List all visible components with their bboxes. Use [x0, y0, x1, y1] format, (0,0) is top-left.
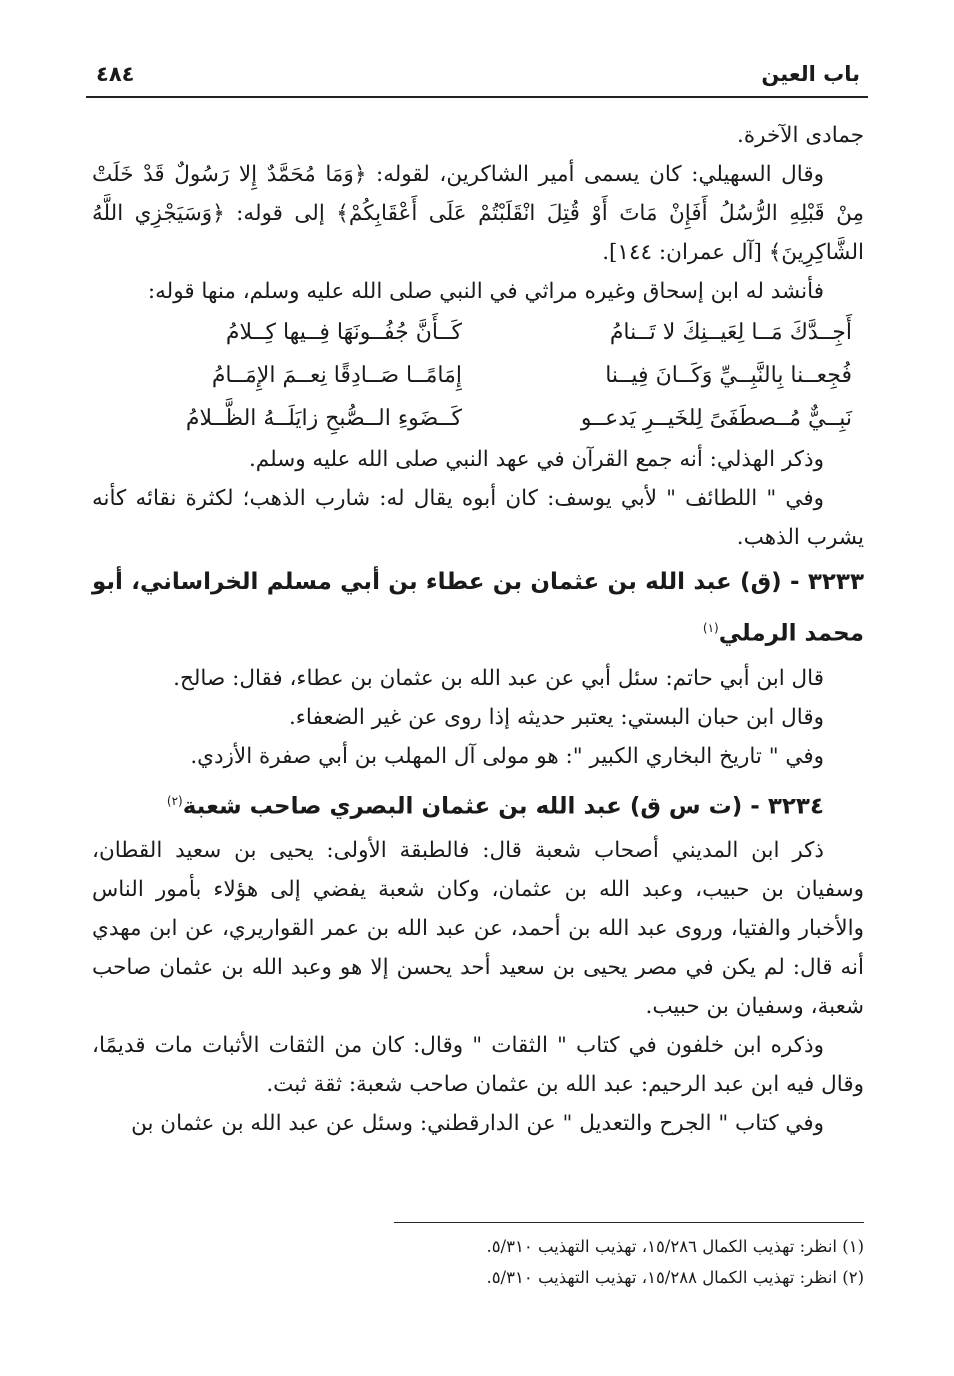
verse-second-hemistich: كَــأَنَّ جُفُــونَهَا فِــيها كِــلامُ [225, 320, 462, 345]
poem-verse [92, 397, 864, 440]
poem-verse [92, 354, 864, 397]
poem-verse [92, 311, 864, 354]
running-title: باب العين [761, 62, 860, 86]
paragraph: وذكره ابن خلفون في كتاب " الثقات " وقال: كان من الثقات الأثبات مات قديمًا، وقال فيه ابن عبد الرحيم: عبد الله بن عثمان صاحب شعبة: ثقة ثبت. [92, 1033, 864, 1098]
paragraph: وقال السهيلي: كان يسمى أمير الشاكرين، لقوله: ﴿وَمَا مُحَمَّدٌ إِلا رَسُولٌ قَدْ خَلَتْ مِنْ قَبْلِهِ الرُّسُلُ أَفَإِنْ مَاتَ أَوْ قُتِلَ انْقَلَبْتُمْ عَلَى أَعْقَابِكُمْ﴾ إلى قوله: ﴿وَسَيَجْزِي اللَّهُ الشَّاكِرِينَ﴾ [آل عمران: ١٤٤]. [92, 162, 864, 265]
paragraph: جمادى الآخرة. [737, 123, 864, 148]
page-number: ٤٨٤ [96, 62, 135, 86]
paragraph: ذكر ابن المديني أصحاب شعبة قال: فالطبقة الأولى: يحيى بن سعيد القطان، وسفيان بن حبيب، وعبد الله بن عثمان، وكان شعبة يفضي إلى هؤلاء بأمور الناس والأخبار والفتيا، وروى عبد الله بن أحمد، عن عبد الله بن عمر القواريري، عن ابن مهدي أنه قال: لم يكن في مصر يحيى بن سعيد أحد يحسن إلا هو وعبد الله بن عثمان صاحب شعبة، وسفيان بن حبيب. [92, 838, 864, 1020]
paragraph: وفي " تاريخ البخاري الكبير ": هو مولى آل المهلب بن أبي صفرة الأزدي. [190, 743, 824, 769]
verse-first-hemistich: نَبِــيٌّ مُــصطَفَىً لِلخَيــرِ يَدعــو [580, 406, 852, 431]
footnote-reference: (٢) [166, 793, 183, 808]
footnote-divider [394, 1222, 864, 1223]
footnote-reference: (١) [702, 621, 719, 635]
main-text [92, 116, 864, 1143]
paragraph: وذكر الهذلي: أنه جمع القرآن في عهد النبي صلى الله عليه وسلم. [248, 447, 824, 472]
entry-heading-text: ٣٢٣٣ - (ق) عبد الله بن عثمان بن عطاء بن أبي مسلم الخراساني، أبو محمد الرملي [92, 569, 864, 647]
paragraph: قال ابن أبي حاتم: سئل أبي عن عبد الله بن عثمان بن عطاء، فقال: صالح. [173, 665, 824, 691]
paragraph: وقال ابن حبان البستي: يعتبر حديثه إذا روى عن غير الضعفاء. [288, 704, 824, 730]
verse-first-hemistich: فُجِعــنا بِالنَّبِــيِّ وَكَــانَ فِيــنا [605, 363, 852, 388]
verse-first-hemistich: أَجِــدَّكَ مَــا لِعَيــنِكَ لا تَــنامُ [609, 320, 852, 345]
footnote: (٢) انظر: تهذيب الكمال ١٥/٢٨٨، تهذيب التهذيب ٥/٣١٠. [486, 1268, 864, 1287]
footnotes [92, 1222, 864, 1293]
poem [92, 311, 864, 440]
entry-heading-text: ٣٢٣٤ - (ت س ق) عبد الله بن عثمان البصري صاحب شعبة [182, 793, 824, 820]
paragraph: فأنشد له ابن إسحاق وغيره مراثي في النبي صلى الله عليه وسلم، منها قوله: [147, 279, 824, 304]
verse-second-hemistich: كَــضَوءِ الــصُّبحِ زايَلَــهُ الظَّــلامُ [185, 406, 462, 431]
verse-second-hemistich: إِمَامًــا صَــادِقًا نِعــمَ الإِمَــامُ [211, 363, 462, 388]
entry-heading-3233 [92, 559, 864, 657]
footnote: (١) انظر: تهذيب الكمال ١٥/٢٨٦، تهذيب التهذيب ٥/٣١٠. [486, 1237, 864, 1256]
paragraph: وفي كتاب " الجرح والتعديل " عن الدارقطني: وسئل عن عبد الله بن عثمان بن [131, 1111, 824, 1137]
paragraph: وفي " اللطائف " لأبي يوسف: كان أبوه يقال له: شارب الذهب؛ لكثرة نقائه كأنه يشرب الذهب. [92, 486, 864, 550]
entry-heading-3234 [92, 778, 864, 830]
page-header [86, 52, 868, 98]
